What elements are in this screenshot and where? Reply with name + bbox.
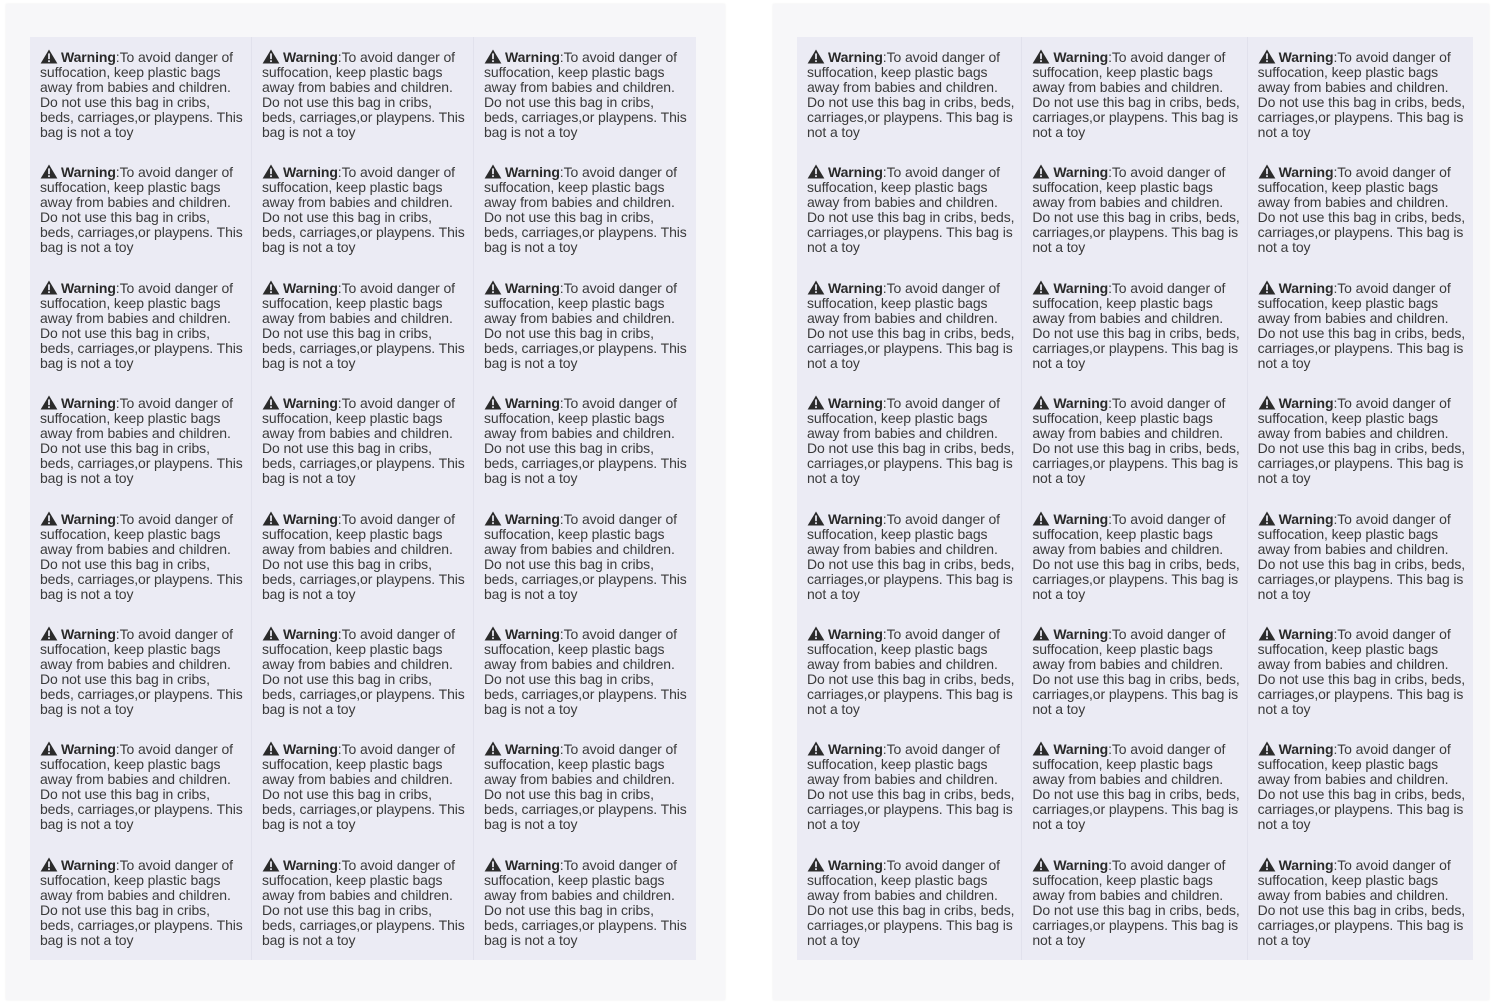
warning-heading: Warning	[1278, 395, 1334, 412]
warning-separator: :	[1108, 395, 1112, 412]
warning-label	[1022, 268, 1247, 383]
warning-body: suffocation, keep plastic bags away from babies and children. Do not use this bag in cribs, beds, carriages,or playpens. This bag is not a toy	[262, 756, 465, 833]
warning-body: suffocation, keep plastic bags away from babies and children. Do not use this bag in cribs, beds, carriages,or playpens. This bag is not a toy	[262, 410, 465, 487]
warning-separator: :	[337, 164, 342, 181]
warning-separator: :	[115, 279, 120, 296]
warning-heading: Warning	[505, 279, 560, 296]
warning-body: suffocation, keep plastic bags away from babies and children. Do not use this bag in cribs, beds, carriages,or playpens. This bag is not a toy	[40, 871, 243, 948]
warning-separator: :	[1108, 625, 1112, 642]
warning-line1: To avoid danger of	[119, 625, 233, 642]
warning-line1: To avoid danger of	[341, 164, 455, 181]
warning-body: suffocation, keep plastic bags away from babies and children. Do not use this bag in cribs, beds, carriages,or playpens. This bag is not a toy	[807, 756, 1015, 833]
warning-line1: To avoid danger of	[886, 510, 1000, 527]
warning-line1: To avoid danger of	[341, 279, 455, 296]
warning-separator: :	[559, 49, 564, 65]
warning-separator: :	[559, 279, 564, 296]
warning-body: suffocation, keep plastic bags away from babies and children. Do not use this bag in cribs, beds, carriages,or playpens. This bag is not a toy	[1257, 64, 1466, 140]
warning-body: suffocation, keep plastic bags away from babies and children. Do not use this bag in cribs, beds, carriages,or playpens. This bag is not a toy	[40, 64, 243, 140]
warning-label	[797, 614, 1022, 729]
warning-line1: To avoid danger of	[119, 395, 233, 412]
warning-triangle-icon	[807, 511, 825, 526]
warning-body: suffocation, keep plastic bags away from babies and children. Do not use this bag in cribs, beds, carriages,or playpens. This bag is not a toy	[807, 871, 1015, 948]
warning-label	[474, 268, 696, 383]
warning-separator: :	[337, 856, 342, 873]
warning-body: suffocation, keep plastic bags away from babies and children. Do not use this bag in cribs, beds, carriages,or playpens. This bag is not a toy	[484, 179, 687, 256]
warning-triangle-icon	[1258, 395, 1276, 410]
warning-heading: Warning	[283, 856, 338, 873]
warning-line1: To avoid danger of	[886, 395, 1000, 412]
warning-separator: :	[115, 49, 120, 65]
warning-triangle-icon	[40, 395, 58, 410]
warning-separator: :	[882, 49, 887, 65]
warning-line1: To avoid danger of	[1111, 395, 1226, 412]
warning-line1: To avoid danger of	[1337, 856, 1451, 873]
warning-line1: To avoid danger of	[119, 741, 233, 758]
warning-label	[797, 268, 1022, 383]
warning-heading: Warning	[828, 395, 883, 412]
warning-triangle-icon	[1258, 741, 1276, 756]
warning-triangle-icon	[807, 280, 825, 295]
warning-separator: :	[1333, 856, 1338, 873]
warning-triangle-icon	[1032, 626, 1050, 641]
warning-heading: Warning	[283, 741, 338, 758]
warning-line1: To avoid danger of	[1337, 395, 1451, 412]
warning-triangle-icon	[262, 164, 280, 179]
warning-body: suffocation, keep plastic bags away from babies and children. Do not use this bag in cribs, beds, carriages,or playpens. This bag is not a toy	[484, 871, 687, 948]
warning-line1: To avoid danger of	[1111, 625, 1226, 642]
warning-triangle-icon	[262, 741, 280, 756]
warning-line1: To avoid danger of	[1337, 49, 1451, 65]
warning-body: suffocation, keep plastic bags away from babies and children. Do not use this bag in cribs, beds, carriages,or playpens. This bag is not a toy	[1257, 640, 1466, 717]
warning-triangle-icon	[484, 280, 502, 295]
warning-body: suffocation, keep plastic bags away from babies and children. Do not use this bag in cribs, beds, carriages,or playpens. This bag is not a toy	[40, 640, 243, 717]
warning-label	[30, 37, 252, 152]
warning-body: suffocation, keep plastic bags away from babies and children. Do not use this bag in cribs, beds, carriages,or playpens. This bag is not a toy	[807, 294, 1015, 371]
warning-body: suffocation, keep plastic bags away from babies and children. Do not use this bag in cribs, beds, carriages,or playpens. This bag is not a toy	[807, 179, 1015, 256]
warning-heading: Warning	[1278, 279, 1334, 296]
warning-line1: To avoid danger of	[341, 49, 455, 65]
warning-heading: Warning	[828, 49, 883, 65]
warning-triangle-icon	[1032, 395, 1050, 410]
warning-label	[797, 845, 1022, 960]
warning-separator: :	[337, 741, 342, 758]
warning-separator: :	[882, 741, 887, 758]
warning-triangle-icon	[262, 511, 280, 526]
warning-body: suffocation, keep plastic bags away from babies and children. Do not use this bag in cribs, beds, carriages,or playpens. This bag is not a toy	[484, 756, 687, 833]
warning-body: suffocation, keep plastic bags away from babies and children. Do not use this bag in cribs, beds, carriages,or playpens. This bag is not a toy	[484, 294, 687, 371]
warning-separator: :	[1108, 49, 1112, 65]
warning-triangle-icon	[1258, 857, 1276, 872]
warning-body: suffocation, keep plastic bags away from babies and children. Do not use this bag in cribs, beds, carriages,or playpens. This bag is not a toy	[40, 179, 243, 256]
warning-label	[474, 729, 696, 844]
warning-line1: To avoid danger of	[341, 395, 455, 412]
warning-label	[252, 845, 474, 960]
warning-body: suffocation, keep plastic bags away from babies and children. Do not use this bag in cribs, beds, carriages,or playpens. This bag is not a toy	[1257, 756, 1466, 833]
warning-triangle-icon	[1258, 164, 1276, 179]
warning-triangle-icon	[807, 395, 825, 410]
warning-heading: Warning	[1053, 510, 1109, 527]
warning-label	[252, 383, 474, 498]
warning-triangle-icon	[40, 164, 58, 179]
warning-body: suffocation, keep plastic bags away from babies and children. Do not use this bag in cribs, beds, carriages,or playpens. This bag is not a toy	[1032, 640, 1240, 717]
warning-separator: :	[1108, 279, 1112, 296]
warning-body: suffocation, keep plastic bags away from babies and children. Do not use this bag in cribs, beds, carriages,or playpens. This bag is not a toy	[484, 640, 687, 717]
warning-heading: Warning	[1053, 164, 1109, 181]
warning-heading: Warning	[283, 395, 338, 412]
warning-body: suffocation, keep plastic bags away from babies and children. Do not use this bag in cribs, beds, carriages,or playpens. This bag is not a toy	[262, 525, 465, 602]
warning-separator: :	[1108, 856, 1112, 873]
warning-body: suffocation, keep plastic bags away from babies and children. Do not use this bag in cribs, beds, carriages,or playpens. This bag is not a toy	[807, 410, 1015, 487]
warning-body: suffocation, keep plastic bags away from babies and children. Do not use this bag in cribs, beds, carriages,or playpens. This bag is not a toy	[1032, 871, 1240, 948]
warning-body: suffocation, keep plastic bags away from babies and children. Do not use this bag in cribs, beds, carriages,or playpens. This bag is not a toy	[262, 179, 465, 256]
warning-label	[1248, 37, 1473, 152]
warning-line1: To avoid danger of	[886, 625, 1000, 642]
warning-separator: :	[882, 395, 887, 412]
warning-triangle-icon	[484, 857, 502, 872]
warning-body: suffocation, keep plastic bags away from babies and children. Do not use this bag in cribs, beds, carriages,or playpens. This bag is not a toy	[807, 525, 1015, 602]
warning-heading: Warning	[1278, 510, 1334, 527]
warning-heading: Warning	[61, 741, 116, 758]
warning-line1: To avoid danger of	[341, 625, 455, 642]
warning-body: suffocation, keep plastic bags away from babies and children. Do not use this bag in cribs, beds, carriages,or playpens. This bag is not a toy	[484, 64, 687, 140]
warning-triangle-icon	[484, 511, 502, 526]
warning-label	[1248, 268, 1473, 383]
warning-line1: To avoid danger of	[886, 856, 1000, 873]
warning-heading: Warning	[283, 279, 338, 296]
warning-triangle-icon	[40, 741, 58, 756]
label-grid	[797, 37, 1473, 960]
warning-line1: To avoid danger of	[1111, 49, 1226, 65]
warning-label	[30, 152, 252, 267]
warning-body: suffocation, keep plastic bags away from babies and children. Do not use this bag in cribs, beds, carriages,or playpens. This bag is not a toy	[262, 640, 465, 717]
warning-body: suffocation, keep plastic bags away from babies and children. Do not use this bag in cribs, beds, carriages,or playpens. This bag is not a toy	[484, 410, 687, 487]
warning-label	[252, 729, 474, 844]
warning-label	[1022, 729, 1247, 844]
warning-heading: Warning	[828, 164, 883, 181]
warning-body: suffocation, keep plastic bags away from babies and children. Do not use this bag in cribs, beds, carriages,or playpens. This bag is not a toy	[484, 525, 687, 602]
warning-separator: :	[1108, 510, 1112, 527]
warning-label	[1248, 729, 1473, 844]
warning-label	[474, 499, 696, 614]
warning-triangle-icon	[40, 511, 58, 526]
warning-separator: :	[1108, 164, 1112, 181]
warning-label	[797, 37, 1022, 152]
warning-heading: Warning	[61, 395, 116, 412]
warning-line1: To avoid danger of	[563, 625, 677, 642]
warning-line1: To avoid danger of	[1111, 856, 1226, 873]
warning-separator: :	[559, 625, 564, 642]
warning-triangle-icon	[1032, 280, 1050, 295]
warning-heading: Warning	[61, 164, 116, 181]
warning-line1: To avoid danger of	[119, 510, 233, 527]
warning-label	[1248, 152, 1473, 267]
warning-label	[30, 614, 252, 729]
warning-triangle-icon	[807, 857, 825, 872]
warning-heading: Warning	[61, 625, 116, 642]
warning-body: suffocation, keep plastic bags away from babies and children. Do not use this bag in cribs, beds, carriages,or playpens. This bag is not a toy	[1032, 525, 1240, 602]
warning-body: suffocation, keep plastic bags away from babies and children. Do not use this bag in cribs, beds, carriages,or playpens. This bag is not a toy	[262, 294, 465, 371]
warning-label	[1022, 845, 1247, 960]
warning-heading: Warning	[1053, 279, 1109, 296]
warning-separator: :	[559, 164, 564, 181]
warning-heading: Warning	[828, 625, 883, 642]
warning-triangle-icon	[484, 395, 502, 410]
warning-separator: :	[882, 279, 887, 296]
warning-label	[1248, 845, 1473, 960]
warning-triangle-icon	[262, 49, 280, 64]
warning-label	[30, 845, 252, 960]
warning-line1: To avoid danger of	[886, 279, 1000, 296]
warning-heading: Warning	[61, 279, 116, 296]
warning-line1: To avoid danger of	[1337, 741, 1451, 758]
warning-separator: :	[337, 625, 342, 642]
warning-triangle-icon	[40, 280, 58, 295]
warning-heading: Warning	[1053, 49, 1109, 65]
warning-heading: Warning	[505, 510, 560, 527]
warning-label	[30, 729, 252, 844]
warning-heading: Warning	[1278, 856, 1334, 873]
warning-triangle-icon	[807, 626, 825, 641]
warning-label	[1022, 614, 1247, 729]
warning-heading: Warning	[1278, 164, 1334, 181]
warning-body: suffocation, keep plastic bags away from babies and children. Do not use this bag in cribs, beds, carriages,or playpens. This bag is not a toy	[1257, 525, 1466, 602]
warning-heading: Warning	[61, 49, 116, 65]
warning-triangle-icon	[40, 626, 58, 641]
warning-separator: :	[115, 625, 120, 642]
warning-heading: Warning	[1278, 49, 1334, 65]
warning-separator: :	[1333, 510, 1338, 527]
warning-triangle-icon	[262, 280, 280, 295]
warning-separator: :	[1333, 279, 1338, 296]
warning-line1: To avoid danger of	[563, 395, 677, 412]
warning-label	[252, 37, 474, 152]
warning-triangle-icon	[262, 395, 280, 410]
warning-separator: :	[1333, 395, 1338, 412]
warning-label	[252, 152, 474, 267]
warning-separator: :	[882, 510, 887, 527]
warning-line1: To avoid danger of	[119, 856, 233, 873]
warning-line1: To avoid danger of	[886, 741, 1000, 758]
warning-line1: To avoid danger of	[1111, 510, 1226, 527]
warning-label	[30, 383, 252, 498]
warning-label	[797, 383, 1022, 498]
warning-body: suffocation, keep plastic bags away from babies and children. Do not use this bag in cribs, beds, carriages,or playpens. This bag is not a toy	[807, 640, 1015, 717]
warning-triangle-icon	[262, 626, 280, 641]
warning-body: suffocation, keep plastic bags away from babies and children. Do not use this bag in cribs, beds, carriages,or playpens. This bag is not a toy	[40, 756, 243, 833]
warning-heading: Warning	[1053, 625, 1109, 642]
warning-heading: Warning	[61, 510, 116, 527]
warning-triangle-icon	[262, 857, 280, 872]
warning-heading: Warning	[828, 856, 883, 873]
warning-triangle-icon	[1258, 280, 1276, 295]
warning-body: suffocation, keep plastic bags away from babies and children. Do not use this bag in cribs, beds, carriages,or playpens. This bag is not a toy	[1032, 410, 1240, 487]
warning-label	[30, 499, 252, 614]
warning-heading: Warning	[283, 625, 338, 642]
warning-heading: Warning	[283, 49, 338, 65]
warning-separator: :	[1333, 49, 1338, 65]
warning-triangle-icon	[1032, 857, 1050, 872]
warning-separator: :	[559, 741, 564, 758]
warning-heading: Warning	[505, 856, 560, 873]
warning-line1: To avoid danger of	[341, 510, 455, 527]
warning-body: suffocation, keep plastic bags away from babies and children. Do not use this bag in cribs, beds, carriages,or playpens. This bag is not a toy	[807, 64, 1015, 140]
warning-triangle-icon	[1032, 164, 1050, 179]
warning-triangle-icon	[484, 626, 502, 641]
warning-body: suffocation, keep plastic bags away from babies and children. Do not use this bag in cribs, beds, carriages,or playpens. This bag is not a toy	[262, 64, 465, 140]
warning-triangle-icon	[807, 49, 825, 64]
warning-label	[1248, 614, 1473, 729]
warning-body: suffocation, keep plastic bags away from babies and children. Do not use this bag in cribs, beds, carriages,or playpens. This bag is not a toy	[1032, 64, 1240, 140]
warning-label	[252, 614, 474, 729]
label-grid	[30, 37, 696, 960]
warning-line1: To avoid danger of	[563, 510, 677, 527]
warning-separator: :	[559, 856, 564, 873]
warning-label	[797, 729, 1022, 844]
warning-triangle-icon	[1258, 626, 1276, 641]
warning-triangle-icon	[484, 49, 502, 64]
warning-line1: To avoid danger of	[563, 741, 677, 758]
warning-separator: :	[115, 164, 120, 181]
warning-line1: To avoid danger of	[1111, 741, 1226, 758]
warning-triangle-icon	[1258, 49, 1276, 64]
warning-label	[474, 845, 696, 960]
warning-separator: :	[115, 510, 120, 527]
warning-label	[797, 499, 1022, 614]
warning-separator: :	[337, 49, 342, 65]
warning-heading: Warning	[61, 856, 116, 873]
warning-triangle-icon	[40, 49, 58, 64]
warning-line1: To avoid danger of	[1111, 279, 1226, 296]
warning-line1: To avoid danger of	[1337, 279, 1451, 296]
label-sheet-right	[773, 4, 1489, 1000]
warning-heading: Warning	[1053, 741, 1109, 758]
warning-label	[1248, 383, 1473, 498]
warning-line1: To avoid danger of	[563, 279, 677, 296]
warning-heading: Warning	[505, 625, 560, 642]
warning-separator: :	[882, 164, 887, 181]
warning-separator: :	[1333, 164, 1338, 181]
warning-label	[797, 152, 1022, 267]
warning-separator: :	[337, 510, 342, 527]
warning-body: suffocation, keep plastic bags away from babies and children. Do not use this bag in cribs, beds, carriages,or playpens. This bag is not a toy	[1257, 410, 1466, 487]
warning-line1: To avoid danger of	[563, 49, 677, 65]
warning-line1: To avoid danger of	[341, 856, 455, 873]
warning-heading: Warning	[1053, 395, 1109, 412]
warning-separator: :	[337, 279, 342, 296]
warning-heading: Warning	[828, 510, 883, 527]
warning-label	[30, 268, 252, 383]
warning-body: suffocation, keep plastic bags away from babies and children. Do not use this bag in cribs, beds, carriages,or playpens. This bag is not a toy	[1257, 179, 1466, 256]
warning-triangle-icon	[807, 164, 825, 179]
warning-triangle-icon	[1032, 49, 1050, 64]
warning-label	[1022, 37, 1247, 152]
warning-triangle-icon	[40, 857, 58, 872]
warning-line1: To avoid danger of	[1337, 164, 1451, 181]
warning-body: suffocation, keep plastic bags away from babies and children. Do not use this bag in cribs, beds, carriages,or playpens. This bag is not a toy	[40, 525, 243, 602]
warning-separator: :	[882, 625, 887, 642]
warning-body: suffocation, keep plastic bags away from babies and children. Do not use this bag in cribs, beds, carriages,or playpens. This bag is not a toy	[1257, 871, 1466, 948]
warning-line1: To avoid danger of	[341, 741, 455, 758]
warning-heading: Warning	[1053, 856, 1109, 873]
warning-label	[474, 152, 696, 267]
warning-heading: Warning	[283, 510, 338, 527]
warning-heading: Warning	[505, 49, 560, 65]
warning-separator: :	[882, 856, 887, 873]
warning-separator: :	[559, 395, 564, 412]
warning-heading: Warning	[828, 741, 883, 758]
warning-heading: Warning	[505, 741, 560, 758]
warning-body: suffocation, keep plastic bags away from babies and children. Do not use this bag in cribs, beds, carriages,or playpens. This bag is not a toy	[40, 410, 243, 487]
warning-label	[474, 37, 696, 152]
warning-triangle-icon	[1032, 741, 1050, 756]
warning-body: suffocation, keep plastic bags away from babies and children. Do not use this bag in cribs, beds, carriages,or playpens. This bag is not a toy	[1032, 294, 1240, 371]
warning-separator: :	[115, 741, 120, 758]
warning-label	[252, 499, 474, 614]
warning-line1: To avoid danger of	[886, 164, 1000, 181]
warning-label	[1022, 499, 1247, 614]
warning-separator: :	[337, 395, 342, 412]
warning-label	[1248, 499, 1473, 614]
warning-separator: :	[1108, 741, 1112, 758]
warning-label	[474, 383, 696, 498]
warning-label	[1022, 152, 1247, 267]
warning-triangle-icon	[484, 164, 502, 179]
warning-heading: Warning	[828, 279, 883, 296]
warning-triangle-icon	[1258, 511, 1276, 526]
warning-line1: To avoid danger of	[1111, 164, 1226, 181]
warning-separator: :	[559, 510, 564, 527]
warning-triangle-icon	[807, 741, 825, 756]
warning-body: suffocation, keep plastic bags away from babies and children. Do not use this bag in cribs, beds, carriages,or playpens. This bag is not a toy	[40, 294, 243, 371]
warning-body: suffocation, keep plastic bags away from babies and children. Do not use this bag in cribs, beds, carriages,or playpens. This bag is not a toy	[262, 871, 465, 948]
warning-line1: To avoid danger of	[119, 49, 233, 65]
warning-body: suffocation, keep plastic bags away from babies and children. Do not use this bag in cribs, beds, carriages,or playpens. This bag is not a toy	[1032, 756, 1240, 833]
warning-body: suffocation, keep plastic bags away from babies and children. Do not use this bag in cribs, beds, carriages,or playpens. This bag is not a toy	[1032, 179, 1240, 256]
warning-heading: Warning	[283, 164, 338, 181]
warning-heading: Warning	[505, 395, 560, 412]
label-sheet-left	[6, 4, 725, 1000]
warning-triangle-icon	[484, 741, 502, 756]
warning-line1: To avoid danger of	[119, 279, 233, 296]
warning-separator: :	[1333, 625, 1338, 642]
warning-line1: To avoid danger of	[886, 49, 1000, 65]
warning-line1: To avoid danger of	[1337, 510, 1451, 527]
warning-label	[1022, 383, 1247, 498]
warning-triangle-icon	[1032, 511, 1050, 526]
warning-line1: To avoid danger of	[563, 164, 677, 181]
warning-label	[474, 614, 696, 729]
warning-line1: To avoid danger of	[1337, 625, 1451, 642]
warning-line1: To avoid danger of	[563, 856, 677, 873]
warning-separator: :	[1333, 741, 1338, 758]
warning-heading: Warning	[1278, 741, 1334, 758]
warning-body: suffocation, keep plastic bags away from babies and children. Do not use this bag in cribs, beds, carriages,or playpens. This bag is not a toy	[1257, 294, 1466, 371]
warning-heading: Warning	[505, 164, 560, 181]
warning-line1: To avoid danger of	[119, 164, 233, 181]
warning-separator: :	[115, 856, 120, 873]
warning-heading: Warning	[1278, 625, 1334, 642]
warning-separator: :	[115, 395, 120, 412]
warning-label	[252, 268, 474, 383]
